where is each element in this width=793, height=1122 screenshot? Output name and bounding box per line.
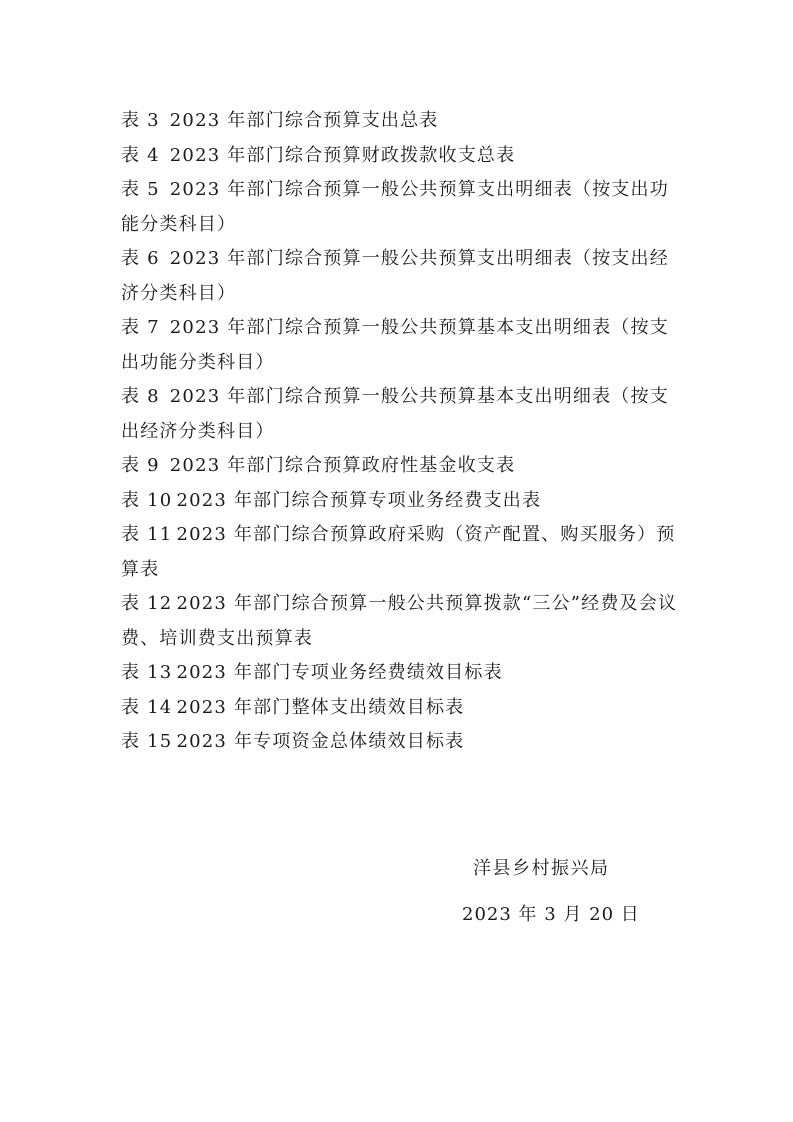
list-item [121,725,681,760]
item-number: 表 6 [121,248,160,269]
organization-name: 洋县乡村振兴局 [473,858,610,879]
item-text: 2023 年部门综合预算一般公共预算支出明细表（按支出功能分类科目） [121,179,669,235]
list-item [121,104,681,139]
item-text: 2023 年部门综合预算政府性基金收支表 [169,455,516,476]
item-text: 2023 年部门综合预算一般公共预算支出明细表（按支出经济分类科目） [121,248,669,304]
item-text: 2023 年部门综合预算一般公共预算拨款“三公”经费及会议费、培训费支出预算表 [121,593,678,649]
list-item [121,173,681,242]
item-text: 2023 年部门综合预算支出总表 [169,110,439,131]
item-number: 表 13 [121,662,173,683]
list-item [121,139,681,174]
item-number: 表 4 [121,144,160,166]
item-number: 表 3 [121,110,160,131]
item-number: 表 15 [121,731,173,752]
list-item [121,380,681,449]
item-number: 表 12 [121,593,173,614]
item-text: 2023 年部门综合预算专项业务经费支出表 [176,489,542,511]
list-item [121,311,681,380]
item-number: 表 10 [121,489,173,511]
list-item [121,691,681,726]
list-item [121,484,681,519]
item-number: 表 7 [121,317,160,338]
item-text: 2023 年部门综合预算一般公共预算基本支出明细表（按支出经济分类科目） [121,386,669,442]
list-item [121,518,681,587]
item-text: 2023 年专项资金总体绩效目标表 [176,731,465,752]
list-item [121,587,681,656]
item-text: 2023 年部门综合预算政府采购（资产配置、购买服务）预算表 [121,524,676,580]
list-item [121,449,681,484]
item-text: 2023 年部门综合预算一般公共预算基本支出明细表（按支出功能分类科目） [121,317,669,373]
item-number: 表 11 [121,524,173,545]
item-text: 2023 年部门整体支出绩效目标表 [176,696,465,718]
list-item [121,656,681,691]
item-text: 2023 年部门综合预算财政拨款收支总表 [169,144,516,166]
table-list [121,104,681,760]
item-number: 表 5 [121,179,160,200]
list-item [121,242,681,311]
item-number: 表 14 [121,696,173,718]
item-text: 2023 年部门专项业务经费绩效目标表 [176,662,503,683]
item-number: 表 8 [121,386,160,407]
signature-date: 2023 年 3 月 20 日 [462,904,640,925]
item-number: 表 9 [121,455,160,476]
